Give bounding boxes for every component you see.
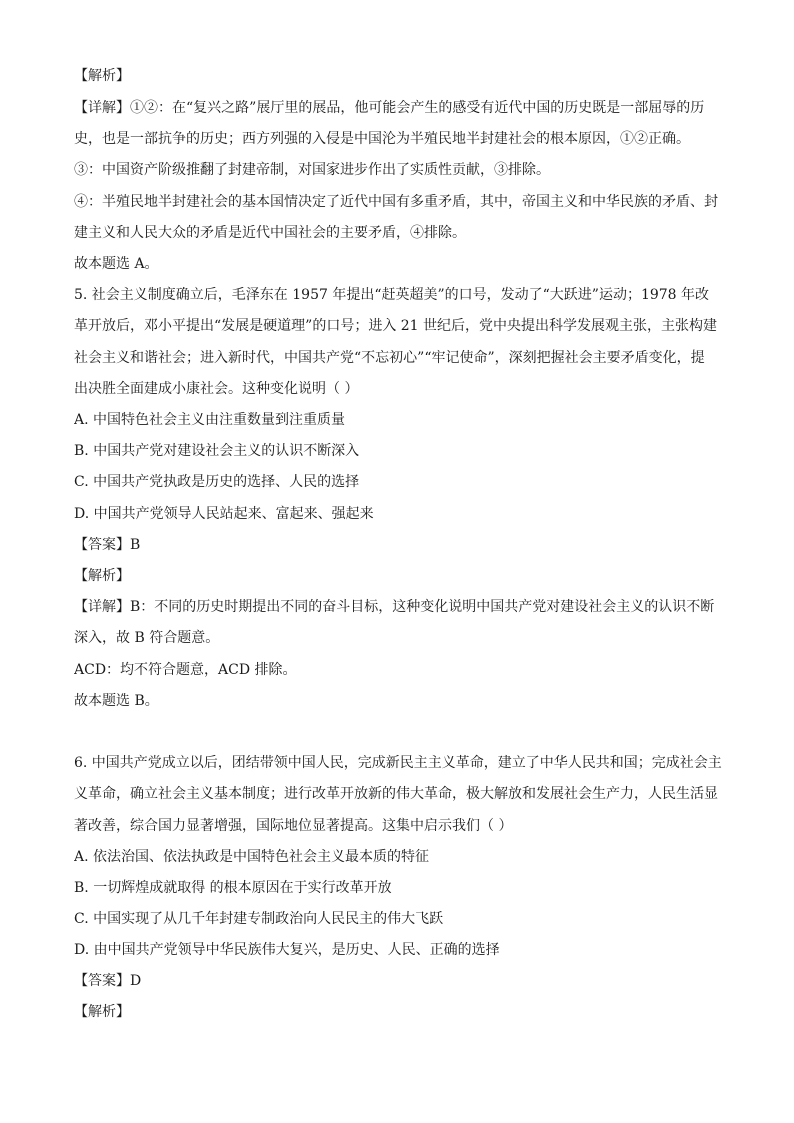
option-d: D. 由中国共产党领导中华民族伟大复兴，是历史、人民、正确的选择 bbox=[74, 942, 500, 958]
option-d: D. 中国共产党领导人民站起来、富起来、强起来 bbox=[74, 506, 374, 522]
explanation-text: ACD：均不符合题意，ACD 排除。 bbox=[74, 662, 297, 678]
option-b: B. 中国共产党对建设社会主义的认识不断深入 bbox=[74, 443, 360, 459]
text-line: ④：半殖民地半封建社会的基本国情决定了近代中国有多重矛盾，其中，帝国主义和中华民族的矛盾、封 bbox=[74, 194, 718, 210]
question-5-text: 社会主义和谐社会；进入新时代，中国共产党“不忘初心”“牢记使命”，深刻把握社会主要矛盾变化，提 bbox=[74, 350, 705, 366]
question-5-text: 出决胜全面建成小康社会。这种变化说明（ ） bbox=[74, 381, 359, 397]
explanation-text: 【详解】B：不同的历史时期提出不同的奋斗目标，这种变化说明中国共产党对建设社会主义的认识不断 bbox=[74, 599, 715, 615]
option-a: A. 依法治国、依法执政是中国特色社会主义最本质的特征 bbox=[74, 849, 430, 865]
answer-label: 【答案】D bbox=[74, 973, 142, 989]
analysis-label: 【解析】 bbox=[74, 1004, 130, 1020]
explanation-text: 深入，故 B 符合题意。 bbox=[74, 630, 220, 646]
question-5-text: 革开放后，邓小平提出“发展是硬道理”的口号；进入 21 世纪后，党中央提出科学发展观主张，主张构建 bbox=[74, 318, 718, 334]
question-6-text: 著改善，综合国力显著增强，国际地位显著提高。这集中启示我们（ ） bbox=[74, 818, 513, 834]
text-line: 故本题选 A。 bbox=[74, 256, 159, 272]
option-b: B. 一切辉煌成就取得 的根本原因在于实行改革开放 bbox=[74, 880, 392, 896]
text-line: 建主义和人民大众的矛盾是近代中国社会的主要矛盾，④排除。 bbox=[74, 225, 466, 241]
question-6-text: 6. 中国共产党成立以后，团结带领中国人民，完成新民主主义革命，建立了中华人民共和国；完成社会主 bbox=[74, 755, 722, 771]
text-line: 【详解】①②：在“复兴之路”展厅里的展品，他可能会产生的感受有近代中国的历史既是一部屈辱的历 bbox=[74, 100, 705, 116]
conclusion-text: 故本题选 B。 bbox=[74, 693, 159, 709]
text-line: 史，也是一部抗争的历史；西方列强的入侵是中国沦为半殖民地半封建社会的根本原因，①②正确。 bbox=[74, 131, 690, 147]
question-5-text: 5. 社会主义制度确立后，毛泽东在 1957 年提出“赶英超美”的口号，发动了“大跃进”运动；1978 年改 bbox=[74, 287, 710, 303]
option-a: A. 中国特色社会主义由注重数量到注重质量 bbox=[74, 412, 346, 428]
text-line: ③：中国资产阶级推翻了封建帝制，对国家进步作出了实质性贡献，③排除。 bbox=[74, 162, 550, 178]
question-6-text: 义革命，确立社会主义基本制度；进行改革开放新的伟大革命，极大解放和发展社会生产力，人民生活显 bbox=[74, 786, 718, 802]
analysis-label: 【解析】 bbox=[74, 568, 130, 584]
text-line: 【解析】 bbox=[74, 68, 130, 84]
option-c: C. 中国实现了从几千年封建专制政治向人民民主的伟大飞跃 bbox=[74, 911, 444, 927]
option-c: C. 中国共产党执政是历史的选择、人民的选择 bbox=[74, 474, 360, 490]
answer-label: 【答案】B bbox=[74, 537, 141, 553]
